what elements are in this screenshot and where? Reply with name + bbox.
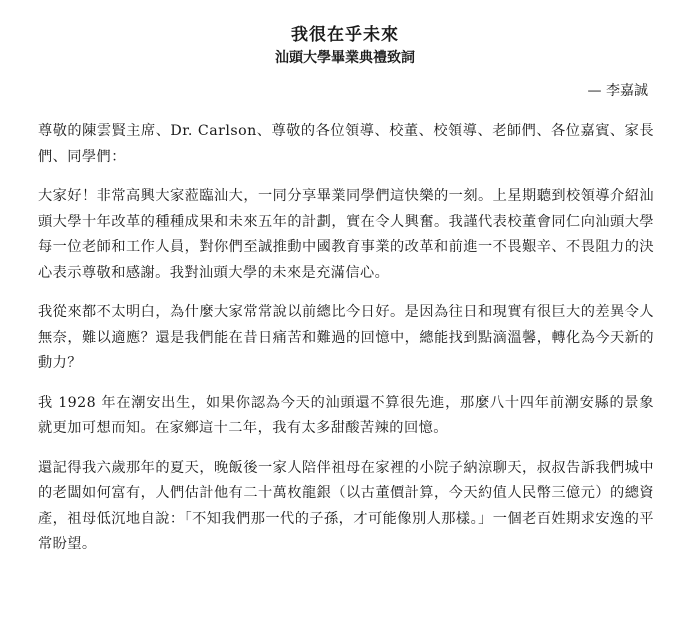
document-subtitle: 汕頭大學畢業典禮致詞 — [275, 50, 415, 66]
paragraph-greeting: 尊敬的陳雲賢主席、Dr. Carlson、尊敬的各位領導、校董、校領導、老師們、各位嘉賓、家長們、同學們： — [38, 123, 654, 165]
paragraph-opening: 大家好！非常高興大家蒞臨汕大，一同分享畢業同學們這快樂的一刻。上星期聽到校領導介紹汕頭大學十年改革的種種成果和未來五年的計劃，實在令人興奮。我謹代表校董會同仁向汕頭大學每一位老師和工作人員，對你們至誠推動中國教育事業的改革和前進一不畏艱辛、不畏阻力的決心表示尊敬和感謝。我對汕頭大學的未來是充滿信心。 — [38, 188, 654, 281]
paragraph-childhood-memory: 還記得我六歲那年的夏天，晚飯後一家人陪伴祖母在家裡的小院子納涼聊天，叔叔告訴我們城中的老闆如何富有，人們估計他有二十萬枚龍銀（以古董價計算，今天約值人民幣三億元）的總資產，祖母低沉地自說：「不知我們那一代的子孫，才可能像別人那樣。」一個老百姓期求安逸的平常盼望。 — [38, 459, 654, 552]
author-line: — 李嘉誠 — [587, 83, 648, 99]
speech-body — [38, 119, 654, 572]
document-title: 我很在乎未來 — [291, 25, 399, 45]
paragraph-birthplace: 我 1928 年在潮安出生，如果你認為今天的汕頭還不算很先進，那麼八十四年前潮安縣的景象就更加可想而知。在家鄉這十二年，我有太多甜酸苦辣的回憶。 — [38, 394, 654, 436]
paragraph-past-reflection: 我從來都不太明白，為什麼大家常常說以前總比今日好。是因為往日和現實有很巨大的差異令人無奈，難以適應？還是我們能在昔日痛苦和難過的回憶中，總能找到點滴溫馨，轉化為今天新的動力？ — [38, 304, 654, 371]
